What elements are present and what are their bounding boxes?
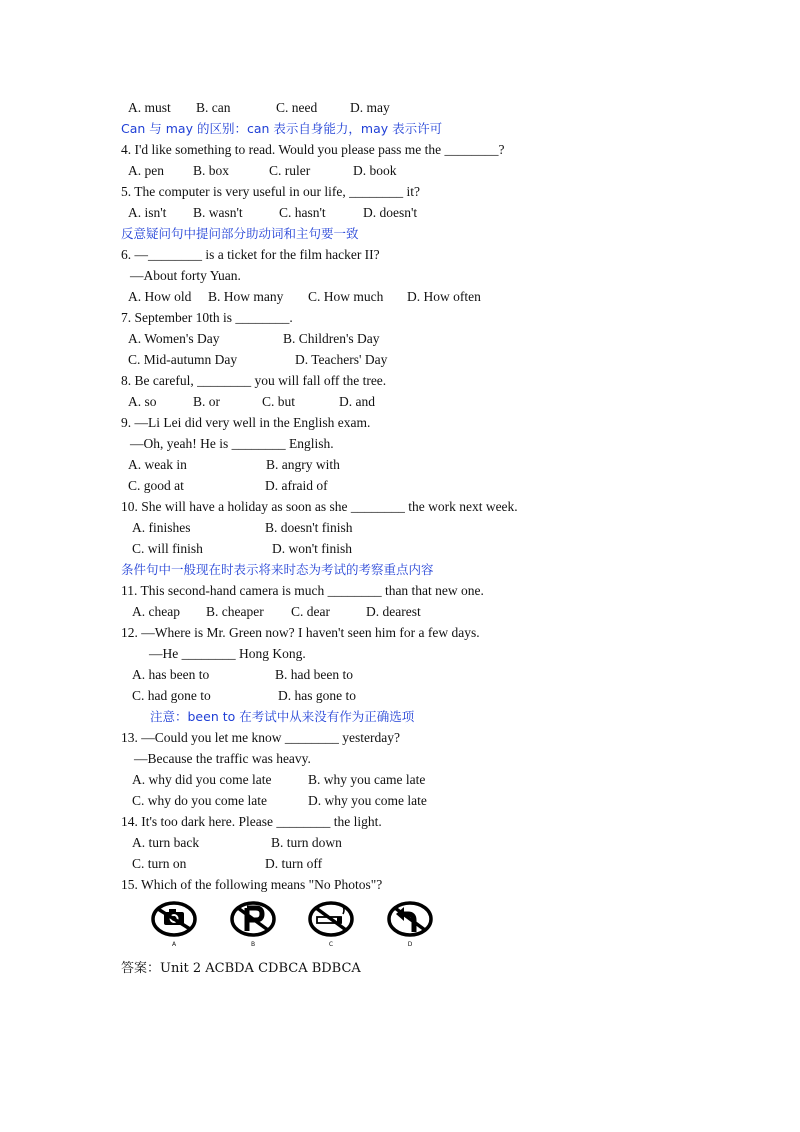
option-b: B. cheaper [206,604,264,619]
option-b: B. angry with [266,457,340,472]
option-d: D. doesn't [363,205,418,220]
option-c: C. will finish [132,541,203,556]
option-c: C. good at [128,478,184,493]
sign-letter: D [407,941,413,948]
option-b: B. Children's Day [283,331,380,346]
option-b: B. wasn't [193,205,243,220]
option-c: C. ruler [269,163,311,178]
sign-letter: C [328,941,334,948]
sign-option-c [307,900,355,952]
question-text: 12. —Where is Mr. Green now? I haven't seen him for a few days. [121,625,480,640]
option-b: B. How many [208,289,284,304]
no-left-turn-icon [386,900,434,940]
question-text: 6. —________ is a ticket for the film hacker II? [121,247,380,262]
option-b: B. can [196,100,231,115]
option-a: A. so [128,394,157,409]
dialogue-text: —He ________ Hong Kong. [149,646,306,661]
option-d: D. turn off [265,856,323,871]
option-a: A. turn back [132,835,200,850]
option-d: D. may [350,100,390,115]
option-c: C. why do you come late [132,793,267,808]
option-c: C. Mid-autumn Day [128,352,238,367]
question-text: 5. The computer is very useful in our life, ________ it? [121,184,420,199]
question-text: 7. September 10th is ________. [121,310,293,325]
option-c: C. turn on [132,856,187,871]
note-text: 条件句中一般现在时表示将来时态为考试的考察重点内容 [121,562,434,577]
question-text: 9. —Li Lei did very well in the English exam. [121,415,371,430]
question-text: 10. She will have a holiday as soon as she ________ the work next week. [121,499,518,514]
option-d: D. afraid of [265,478,328,493]
question-text: 8. Be careful, ________ you will fall off the tree. [121,373,387,388]
option-a: A. cheap [132,604,180,619]
option-c: C. dear [291,604,330,619]
option-b: B. turn down [271,835,342,850]
option-b: B. or [193,394,220,409]
option-a: A. why did you come late [132,772,272,787]
option-d: D. has gone to [278,688,356,703]
sign-option-d [386,900,434,952]
note-text: 注意：been to 在考试中从来没有作为正确选项 [150,709,415,724]
no-parking-icon [229,900,277,940]
option-b: B. box [193,163,230,178]
option-d: D. book [353,163,397,178]
dialogue-text: —Oh, yeah! He is ________ English. [130,436,334,451]
question-text: 4. I'd like something to read. Would you please pass me the ________? [121,142,505,157]
option-c: C. need [276,100,318,115]
option-c: C. had gone to [132,688,211,703]
option-a: A. isn't [128,205,167,220]
question-text: 15. Which of the following means "No Photos"? [121,877,383,892]
q15-sign-options [150,900,450,952]
option-d: D. why you come late [308,793,427,808]
question-text: 13. —Could you let me know ________ yesterday? [121,730,400,745]
option-a: A. Women's Day [128,331,220,346]
option-b: B. why you came late [308,772,426,787]
no-camera-icon [150,900,198,940]
note-text: Can 与 may 的区别：can 表示自身能力，may 表示许可 [121,121,443,136]
option-a: A. must [128,100,171,115]
option-c: C. hasn't [279,205,326,220]
dialogue-text: —Because the traffic was heavy. [134,751,311,766]
option-c: C. but [262,394,296,409]
option-a: A. pen [128,163,164,178]
option-d: D. and [339,394,375,409]
sign-letter: B [250,941,256,948]
option-d: D. How often [407,289,481,304]
option-c: C. How much [308,289,384,304]
option-a: A. weak in [128,457,187,472]
option-d: D. won't finish [272,541,353,556]
answer-text: 答案：Unit 2 ACBDA CDBCA BDBCA [121,961,361,976]
option-a: A. How old [128,289,192,304]
no-smoking-icon [307,900,355,940]
note-text: 反意疑问句中提问部分助动词和主句要一致 [121,226,359,241]
option-b: B. doesn't finish [265,520,353,535]
question-text: 11. This second-hand camera is much ________ than that new one. [121,583,484,598]
question-text: 14. It's too dark here. Please ________ the light. [121,814,382,829]
sign-option-a [150,900,198,952]
sign-letter: A [171,941,177,948]
option-b: B. had been to [275,667,353,682]
option-a: A. finishes [132,520,191,535]
option-d: D. dearest [366,604,421,619]
option-d: D. Teachers' Day [295,352,388,367]
option-a: A. has been to [132,667,210,682]
sign-option-b [229,900,277,952]
dialogue-text: —About forty Yuan. [130,268,241,283]
